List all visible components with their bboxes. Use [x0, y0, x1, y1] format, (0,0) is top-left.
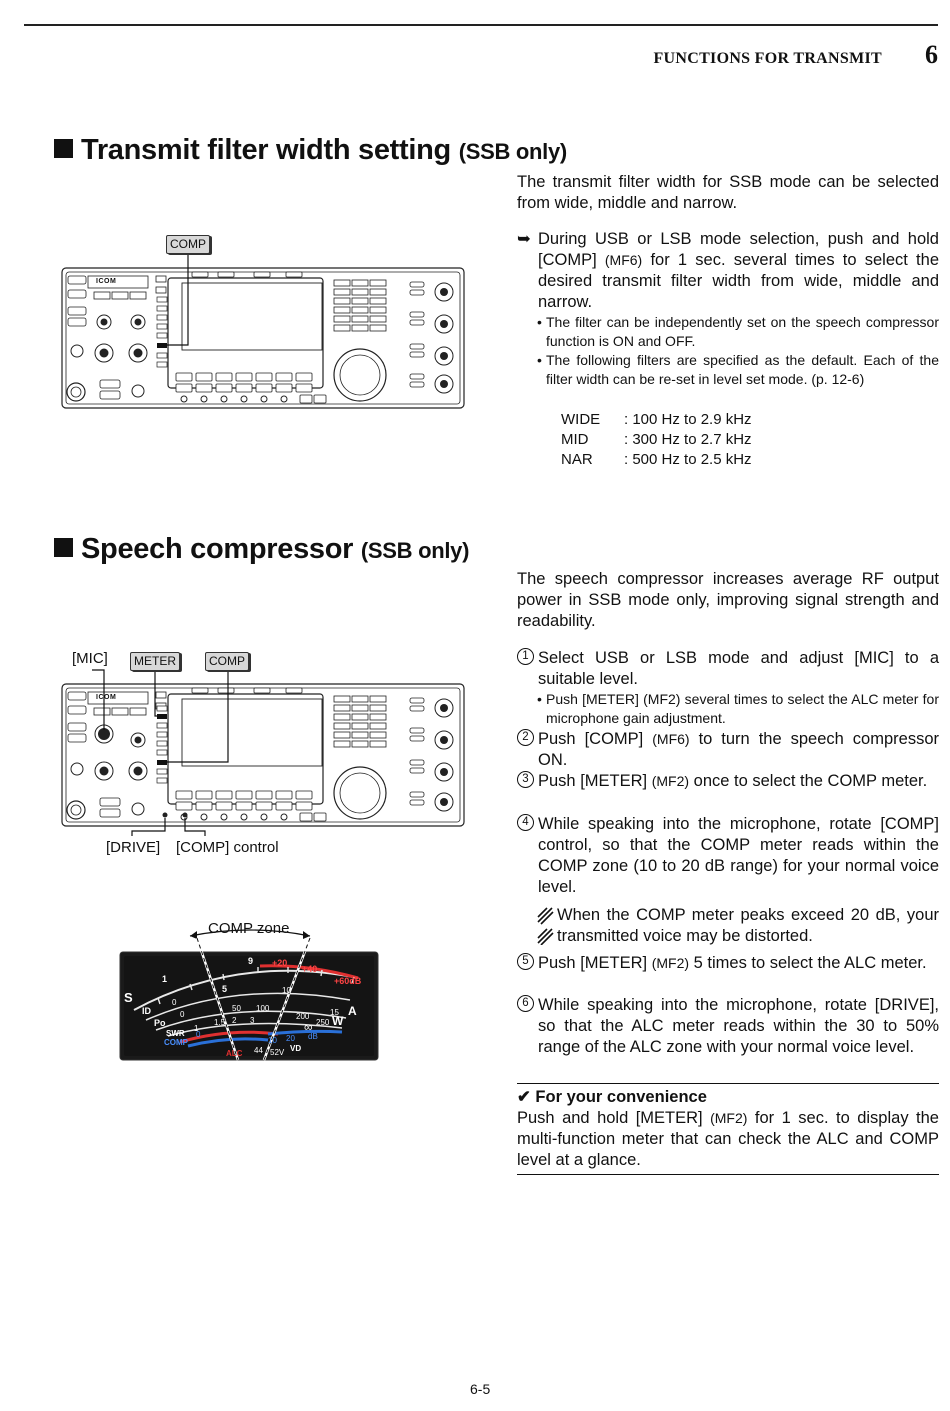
compressor-intro-text: The speech compressor increases average RF output power in SSB mode only, improving signal strength and readability.: [517, 570, 939, 630]
caution-note: [537, 905, 939, 947]
note-text-b: several times to select the ALC meter for microphone gain adjustment.: [546, 691, 940, 726]
meter-illustration: [118, 916, 380, 1062]
filter-step-text-b: for 1 sec. several times to select the desired transmit filter width from wide, middle and narrow.: [538, 251, 939, 311]
step-text: While speaking into the microphone, rotate [DRIVE], so that the ALC meter reads within the 30 to 50% range of the ALC zone with your normal voice level.: [538, 996, 939, 1056]
comp-zone-label: COMP zone: [208, 920, 290, 937]
section-title-suffix: (SSB only): [360, 538, 470, 563]
step-number: 1: [517, 648, 534, 665]
caution-text: When the COMP meter peaks exceed 20 dB, your transmitted voice may be distorted.: [557, 906, 939, 945]
po-scale-250: 250: [316, 1018, 330, 1027]
meter-vd-label: VD: [290, 1044, 302, 1053]
arrow-left-icon: [190, 931, 197, 939]
compressor-step-1: [517, 648, 939, 690]
comp-button-tag: COMP: [166, 235, 210, 254]
square-bullet-icon: [54, 538, 73, 557]
swr-scale-1-5: 1.5: [214, 1018, 226, 1027]
id-scale-10: 10: [282, 986, 291, 995]
filter-instruction-step: [517, 229, 939, 313]
compressor-step-2: [517, 729, 939, 771]
filter-note-2-text: The following filters are specified as the default. Each of the filter width can be re-set in level set mode. (p. 12-6): [546, 352, 939, 387]
comp-control-label: [COMP] control: [176, 839, 279, 856]
meter-po-label: Po: [154, 1018, 166, 1028]
s-scale-plus20: +20: [272, 958, 288, 968]
bullet-icon: •: [537, 314, 542, 330]
mic-label: [MIC]: [72, 650, 108, 667]
convenience-text-a: Push and hold [METER]: [517, 1109, 703, 1127]
filter-note-1-text: The filter can be independently set on the speech compressor function is ON and OFF.: [546, 314, 939, 349]
vd-scale-44: 44: [254, 1046, 263, 1055]
note-mf: (MF2): [643, 691, 681, 707]
step-number: 4: [517, 814, 534, 831]
step-text-b: 5 times to select the ALC meter.: [693, 954, 927, 972]
meter-button-tag: METER: [130, 652, 180, 671]
po-scale-200: 200: [296, 1012, 310, 1021]
id-scale-0: 0: [172, 998, 177, 1007]
filter-row-wide: [561, 410, 752, 429]
step-number: 6: [517, 995, 534, 1012]
radio-front-panel-figure-2: [60, 648, 470, 860]
meter-w-label: W: [332, 1014, 344, 1028]
swr-scale-2: 2: [232, 1016, 237, 1025]
top-rule: [24, 24, 938, 26]
convenience-top-rule: [517, 1083, 939, 1084]
comp-button-tag: COMP: [205, 652, 249, 671]
meter-a-label: A: [348, 1004, 357, 1018]
convenience-title: [517, 1087, 707, 1107]
s-scale-1: 1: [162, 974, 168, 984]
multi-function-meter-figure: [118, 916, 380, 1062]
convenience-title-text: For your convenience: [535, 1088, 707, 1106]
s-scale-9: 9: [248, 956, 254, 966]
vd-scale-52v: 52V: [270, 1048, 285, 1057]
comp-scale-10: 10: [268, 1036, 277, 1045]
comp-scale-db: dB: [308, 1032, 318, 1041]
compressor-step-5: [517, 953, 939, 974]
filter-note-1: [537, 313, 939, 350]
convenience-bottom-rule: [517, 1174, 939, 1175]
convenience-text-b: for 1 sec. to display the multi-function meter that can check the ALC and COMP level at a glance.: [517, 1109, 939, 1169]
drive-callout-line: [132, 818, 165, 836]
page-number: 6-5: [470, 1381, 491, 1397]
step-text: While speaking into the microphone, rotate [COMP] control, so that the COMP meter reads within the COMP zone (10 to 20 dB range) for your normal voice level.: [538, 815, 939, 896]
step-text-b: once to select the COMP meter.: [693, 772, 928, 790]
filter-name: WIDE: [561, 411, 601, 428]
po-scale-50: 50: [232, 1004, 241, 1013]
compressor-step-1-note: [537, 690, 939, 727]
compressor-step-3: [517, 771, 939, 792]
meter-alc-label: ALC: [226, 1049, 243, 1058]
arrow-hand-icon: ➥: [517, 230, 531, 248]
step-mf: (MF2): [651, 955, 690, 971]
comp-scale-20: 20: [286, 1034, 295, 1043]
filter-name: NAR: [561, 451, 593, 468]
filter-step-text-a: During USB or LSB mode selection, push and hold [COMP]: [538, 230, 939, 269]
compressor-step-6: [517, 995, 939, 1058]
meter-comp-label: COMP: [164, 1038, 188, 1047]
bullet-icon: •: [537, 691, 542, 707]
filter-name: MID: [561, 431, 589, 448]
meter-swr-label: SWR: [166, 1029, 185, 1038]
section-title-text: Speech compressor: [81, 533, 354, 565]
po-scale-0: 0: [180, 1010, 185, 1019]
compressor-step-4: [517, 814, 939, 898]
checkmark-icon: ✔: [517, 1088, 531, 1106]
radio-panel-illustration: [60, 648, 470, 860]
filter-range: : 100 Hz to 2.9 kHz: [624, 411, 752, 428]
step-mf: (MF2): [651, 773, 690, 789]
comp-control-callout-line: [185, 818, 205, 836]
s-scale-plus60: +60dB: [334, 976, 362, 986]
step-text-a: Push [COMP]: [538, 730, 644, 748]
po-scale-100: 100: [256, 1004, 270, 1013]
step-number: 3: [517, 771, 534, 788]
filter-row-nar: [561, 450, 752, 469]
running-head: FUNCTIONS FOR TRANSMIT: [653, 50, 882, 67]
radio-panel-illustration: [60, 232, 470, 412]
bullet-icon: •: [537, 352, 542, 368]
s-scale-5: 5: [222, 984, 228, 994]
s-scale-plus40: +40: [302, 964, 318, 974]
drive-label: [DRIVE]: [106, 839, 161, 856]
swr-scale-inf: ∞: [304, 1020, 313, 1034]
meter-id-label: ID: [142, 1006, 151, 1016]
brand-logo-2: ICOM: [96, 694, 117, 701]
brand-logo-1: ICOM: [96, 278, 117, 285]
step-text: Select USB or LSB mode and adjust [MIC] to a suitable level.: [538, 649, 939, 688]
step-text-a: Push [METER]: [538, 954, 648, 972]
swr-scale-3: 3: [250, 1016, 255, 1025]
section-title-filter-width: [54, 134, 567, 167]
step-mf: (MF6): [652, 731, 690, 747]
filter-row-mid: [561, 430, 752, 449]
step-number: 5: [517, 953, 534, 970]
note-text-a: Push [METER]: [546, 691, 639, 707]
step-number: 2: [517, 729, 534, 746]
section-title-speech-compressor: [54, 533, 469, 566]
filter-range: : 500 Hz to 2.5 kHz: [624, 451, 752, 468]
id-scale-15: 15: [330, 1008, 339, 1017]
meter-s-label: S: [124, 990, 133, 1005]
square-bullet-icon: [54, 139, 73, 158]
caution-hatch-icon: [537, 907, 554, 945]
convenience-text: [517, 1108, 939, 1171]
filter-step-mf: (MF6): [604, 252, 643, 268]
filter-intro-text: The transmit filter width for SSB mode can be selected from wide, middle and narrow.: [517, 173, 939, 212]
section-title-text: Transmit filter width setting: [81, 134, 451, 166]
radio-front-panel-figure-1: [60, 232, 470, 412]
filter-range: : 300 Hz to 2.7 kHz: [624, 431, 752, 448]
swr-scale-1: 1: [194, 1024, 199, 1033]
filter-note-2: [537, 351, 939, 388]
convenience-mf: (MF2): [710, 1110, 748, 1126]
step-text-a: Push [METER]: [538, 772, 648, 790]
section-title-suffix: (SSB only): [458, 139, 567, 164]
comp-scale-0: 0: [196, 1030, 201, 1039]
step-text-b: to turn the speech compressor ON.: [538, 730, 939, 769]
chapter-number: 6: [925, 40, 938, 69]
